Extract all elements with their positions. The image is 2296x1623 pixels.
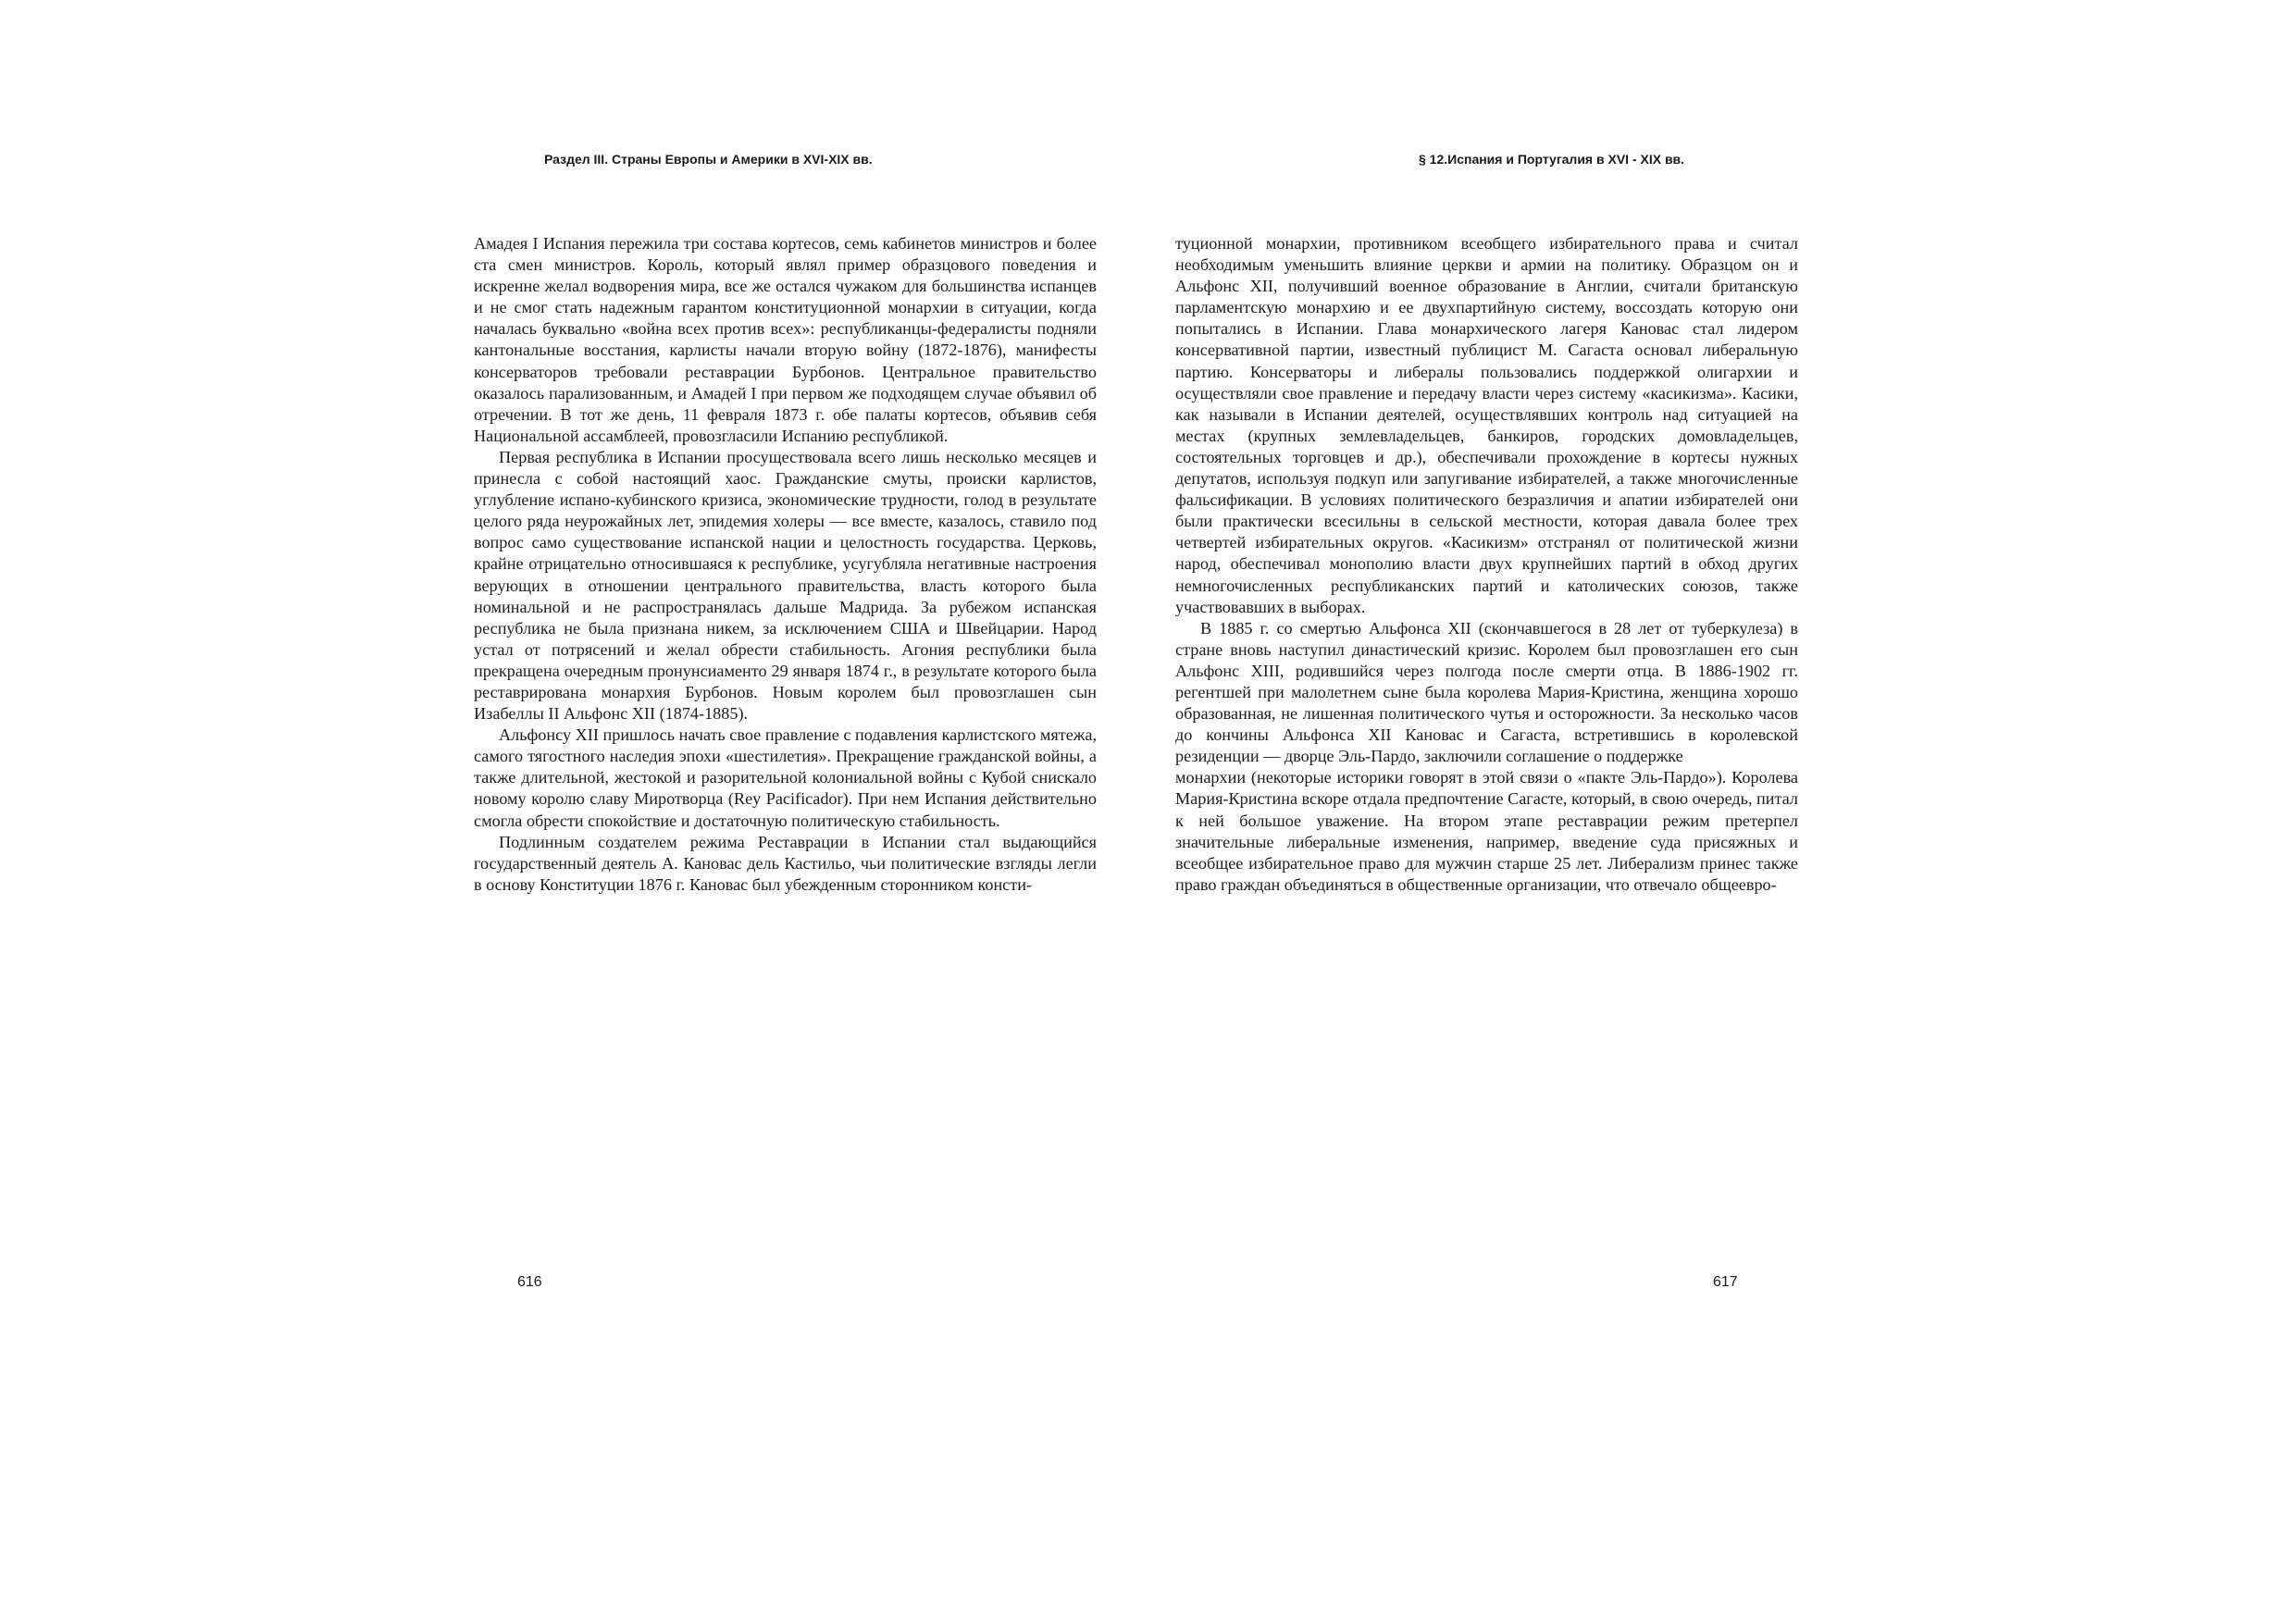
paragraph: Амадея I Испания пережила три состава кортесов, семь кабинетов министров и более ста смен министров. Король, который являл пример образцового поведения и искренне желал водворения мира, все же остался чужаком для большинства испанцев и не смог стать надежным гарантом конституционной монархии в ситуации, когда началась буквально «война всех против всех»: республиканцы-федералисты подняли кантональные восстания, карлисты начали вторую войну (1872-1876), манифесты консерваторов требовали реставрации Бурбонов. Центральное правительство оказалось парализованным, и Амадей I при первом же подходящем случае объявил об отречении. В тот же день, 11 февраля 1873 г. обе палаты кортесов, объявив себя Национальной ассамблеей, провозгласили Испанию республикой. bbox=[474, 234, 1097, 445]
page-number-right: 617 bbox=[1713, 1274, 1738, 1290]
right-page-body bbox=[1175, 233, 1798, 896]
paragraph: Первая республика в Испании просуществовала всего лишь несколько месяцев и принесла с собой настоящий хаос. Гражданские смуты, происки карлистов, углубление испано-кубинского кризиса, экономические трудности, голод в результате целого ряда неурожайных лет, эпидемия холеры — все вместе, казалось, ставило под вопрос само существование испанской нации и целостность государства. Церковь, крайне отрицательно относившаяся к республике, усугубляла негативные настроения верующих в отношении центрального правительства, власть которого была номинальной и не распространялась дальше Мадрида. За рубежом испанская республика не была признана никем, за исключением США и Швейцарии. Народ устал от потрясений и желал обрести стабильность. Агония республики была прекращена очередным пронунсиаменто 29 января 1874 г., в результате которого была реставрирована монархия Бурбонов. Новым королем был провозглашен сын Изабеллы II Альфонс XII (1874-1885). bbox=[474, 447, 1097, 724]
paragraph: В 1885 г. со смертью Альфонса XII (скончавшегося в 28 лет от туберкулеза) в стране вновь наступил династический кризис. Королем был провозглашен его сын Альфонс XIII, родившийся через полгода после смерти отца. В 1886-1902 гг. регентшей при малолетнем сыне была королева Мария-Кристина, женщина хорошо образованная, не лишенная политического чутья и осторожности. За несколько часов до кончины Альфонса XII Кановас и Сагаста, встретившись в королевской резиденции — дворце Эль-Пардо, заключили соглашение о поддержке bbox=[1175, 618, 1798, 766]
paragraph: туционной монархии, противником всеобщего избирательного права и считал необходимым уменьшить влияние церкви и армии на политику. Образцом он и Альфонс XII, получивший военное образование в Англии, считали британскую парламентскую монархию и ее двухпартийную систему, воссоздать которую они попытались в Испании. Глава монархического лагеря Кановас стал лидером консервативной партии, известный публицист М. Сагаста основал либеральную партию. Консерваторы и либералы пользовались поддержкой олигархии и осуществляли свое правление и передачу власти через систему «касикизма». Касики, как называли в Испании деятелей, осуществлявших контроль над ситуацией на местах (крупных землевладельцев, банкиров, городских домовладельцев, состоятельных торговцев и др.), обеспечивали прохождение в кортесы нужных депутатов, используя подкуп или запугивание избирателей, а также многочисленные фальсификации. В условиях политического безразличия и апатии избирателей они были практически всесильны в сельской местности, которая давала более трех четвертей избирательных округов. «Касикизм» отстранял от политической жизни народ, обеспечивал монополию власти двух крупнейших партий в обход других немногочисленных республиканских партий и католических союзов, также участвовавших в выборах. bbox=[1175, 234, 1798, 616]
paragraph: монархии (некоторые историки говорят в этой связи о «пакте Эль-Пардо»). Королева Мария-Кристина вскоре отдала предпочтение Сагасте, который, в свою очередь, питал к ней большое уважение. На втором этапе реставрации режим претерпел значительные либеральные изменения, например, введение суда присяжных и всеобщее избирательное право для мужчин старше 25 лет. Либерализм принес также право граждан объединяться в общественные организации, что отвечало общеевро- bbox=[1175, 768, 1798, 894]
running-head-right: § 12.Испания и Португалия в XVI - XIX вв. bbox=[1419, 152, 1685, 167]
paragraph: Подлинным создателем режима Реставрации в Испании стал выдающийся государственный деятель А. Кановас дель Кастильо, чьи политические взгляды легли в основу Конституции 1876 г. Кановас был убежденным сторонником консти- bbox=[474, 832, 1097, 894]
paragraph: Альфонсу XII пришлось начать свое правление с подавления карлистского мятежа, самого тягостного наследия эпохи «шестилетия». Прекращение гражданской войны, а также длительной, жестокой и разорительной колониальной войны с Кубой снискало новому королю славу Миротворца (Rey Pacificador). При нем Испания действительно смогла обрести спокойствие и достаточную политическую стабильность. bbox=[474, 725, 1097, 830]
page-number-left: 616 bbox=[517, 1274, 542, 1290]
running-head-left: Раздел III. Страны Европы и Америки в XVI-XIX вв. bbox=[544, 152, 873, 167]
right-page bbox=[1148, 0, 2296, 1623]
left-page-body bbox=[474, 233, 1097, 896]
